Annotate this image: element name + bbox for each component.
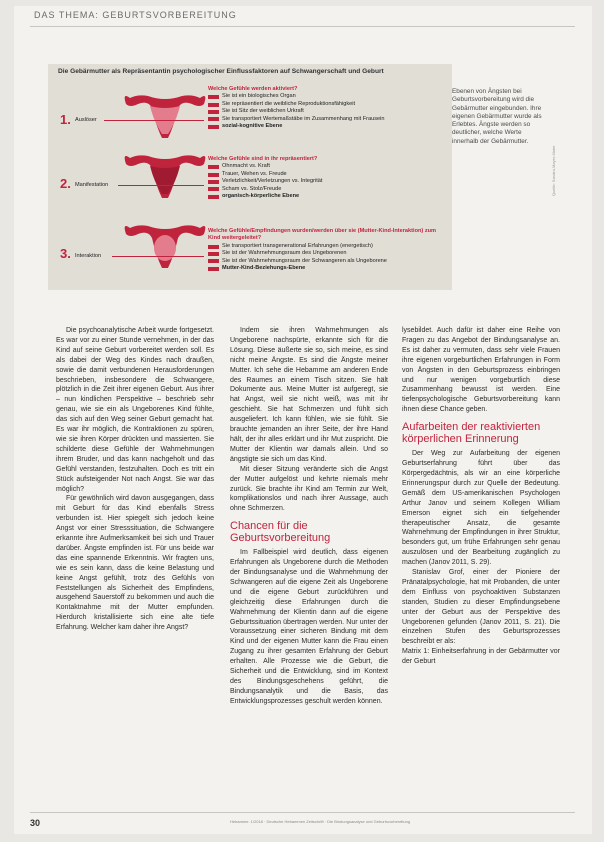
block-level: organisch-körperliche Ebene	[208, 193, 448, 200]
page-number: 30	[30, 818, 41, 828]
paragraph: Indem sie ihren Wahrnehmungen als Ungeborene nachspürte, erkannte sich für die Lösung. Diese äußerte sie so, sich meine, es sind nicht meine Ängste. Es sind die Ängste meiner Mutter. Ich sehe die Hebamme am anderen Ende des Raumes an einem Tisch sitzen. Sie hält Dokumente aus. Meine Mutter ist aufgeregt, sie hat Angst, weil sie nicht weiß, was mit ihr geschieht. Sie hat Schmerzen und fühlt sich ausgeliefert. Ich kann fühlen, wie sie fühlt. Sie brauchte jemanden an ihrer Seite, der ihre Hand hält, der ihr alles erklärt und ihr Mut zuspricht. Die Mutter der Klientin war damals allein. Und so ängstigte sie sich um das Kind.	[230, 327, 388, 463]
figure-block-2	[208, 156, 448, 200]
paragraph: Der Weg zur Aufarbeitung der eigenen Geburtserfahrung führt über das Körpergedächtnis, als wir an eine körperliche Erinnerungspur durch zur Quelle der Bedeutung. Gemäß dem US-amerikanischen Psychologen Arthur Janov und seinem Kollegen William Emerson eignet sich ein tiefgehender therapeutischer Ansatz, die gesamte Wahrnehmung der Empfindungen in ihrer Struktur, besonders gut, um frühe Erfahrungen sehr genau auszulösen und der Bearbeitung zugänglich zu machen (Janov 2011, S. 29).	[402, 450, 560, 567]
section-header: DAS THEMA: GEBURTSVORBEREITUNG	[34, 10, 237, 20]
paragraph: Im Fallbeispiel wird deutlich, dass eigenen Erfahrungen als Ungeborene durch die Methoden der Bindungsanalyse und die Wahrnehmung der Schwangeren auf die eigene Zeit als Ungeborene und die eigene Geburt zurückführen und gleichzeitig diese Erfahrungen durch die Wahrnehmung der Klientin dann auf die eigene Geburtssituation übertragen werden. Nur unter der Voraussetzung einer sicheren Bindung mit dem Kind und der eigenen Mutter kann die Frau einen Zugang zu ihrer gesamten Erfahrung der Geburt erhalten. Alle Prozesse wie die Geburt, die Sicherheit und die Entwicklung, sind im Kontext des Bindungsgeschehens geführt, die Bindungsanalytik und die Basis, das Entwicklungsprozesses geschult werden können.	[230, 549, 388, 705]
stage-label-3: Interaktion	[75, 253, 102, 259]
stage-connector-3	[112, 256, 204, 257]
uterus-illustration-1	[120, 90, 210, 142]
image-credit: Quelle: Sandra-Mayer-Maier	[551, 145, 556, 196]
figure-title: Die Gebärmutter als Repräsentantin psychologischer Einflussfaktoren auf Schwangerschaft und Geburt	[58, 68, 384, 75]
figure-sidebar-caption: Ebenen von Ängsten bei Geburtsvorbereitung wird die Gebärmutter eingebunden. Ihre eigenen Gebärmutter wurde als Erlebtes. Ängste werden so deutlicher, welche Werte innerhalb der Gebärmutter.	[452, 88, 542, 145]
block-item: Sie ist ein biologisches Organ	[208, 93, 448, 100]
uterus-illustration-3	[120, 220, 210, 272]
text-column-1	[56, 326, 214, 633]
stage-label-2: Manifestation	[75, 182, 109, 188]
block-question: Welche Gefühle werden aktiviert?	[208, 86, 298, 92]
block-item: Verletzlichkeit/Verletzungen vs. Integrität	[208, 178, 448, 185]
block-item: Sie transportiert transgenerational Erfahrungen (energetisch)	[208, 243, 448, 250]
subheading: Aufarbeiten der reaktivierten körperlichen Erinnerung	[402, 421, 541, 446]
figure-block-3	[208, 228, 448, 272]
paragraph: lysebildet. Auch dafür ist daher eine Reihe von Fragen zu das Angebot der Bindungsanalyse an. Es ist daher zu vermuten, dass sehr viele Frauen ihre eigenen vorgeburtlichen Erfahrungen in Form von Ängsten in den Geburtsprozess einbringen und nur wenigen vorgeburtlich diese Zusammenhang bewusst ist werden. Eine tiefenpsychologische Geburtsvorbereitung kann ihnen diese Chance geben.	[402, 327, 560, 414]
paragraph: Stanislav Grof, einer der Pioniere der Pränatalpsychologie, hat mit Probanden, die unter dem Einfluss von psychoaktiven Substanzen standen, Studien zu dieser Empfindungsebene unter der Geburt aus der Perspektive des Ungeborenen gefunden (Janov 2011, S. 21). Die einzelnen Stufen des Geburtsprozesses beschreibt er als:	[402, 569, 560, 646]
paragraph: Mit dieser Sitzung veränderte sich die Angst der Mutter aufgelöst und kehrte niemals mehr zurück. Sie brachte ihr Kind am Termin zur Welt, komplikationslos und nach ihrer Aussage, auch ohne Schmerzen.	[230, 465, 388, 513]
block-item: Sie ist der Wahrnehmungsraum des Ungeborenen	[208, 250, 448, 257]
block-level: sozial-kognitive Ebene	[208, 123, 448, 130]
text-column-3	[402, 326, 560, 667]
stage-connector-2	[118, 185, 204, 186]
block-item: Sie ist der Wahrnehmungsraum der Schwangeren als Ungeborene	[208, 258, 448, 265]
block-question: Welche Gefühle/Empfindungen wurden/werden über sie (Mutter-Kind-Interaktion) zum Kind weitergeleitet?	[208, 228, 437, 242]
footer-line: Hebamme. 1/2018 · Deutsche Hebammen Zeitschrift · Die Bindungsanalyse und Geburtsvorbereitung	[230, 819, 411, 824]
stage-number-2: 2.	[60, 176, 71, 191]
stage-connector-1	[104, 120, 204, 121]
uterus-illustration-2	[120, 150, 210, 202]
stage-number-3: 3.	[60, 246, 71, 261]
footer-rule	[30, 812, 575, 813]
header-rule	[30, 26, 575, 27]
text-column-2	[230, 326, 388, 707]
subheading: Chancen für die Geburtsvorbereitung	[230, 520, 331, 545]
stage-label-1: Auslöser	[75, 117, 97, 123]
block-item: Sie transportiert Wertemaßstäbe im Zusammenhang mit Frausein	[208, 116, 448, 123]
block-level: Mutter-Kind-Beziehungs-Ebene	[208, 265, 448, 272]
block-item: Sie repräsentiert die weibliche Reproduktionsfähigkeit	[208, 101, 448, 108]
block-item: Trauer, Wehen vs. Freude	[208, 171, 448, 178]
paragraph: Für gewöhnlich wird davon ausgegangen, dass mit Geburt für das Kind ebenfalls Stress verbunden ist. Hier spiegelt sich jedoch keine Angst vor einer Stresssituation, die Schwangere erkannte ihre Aufmerksamkeit bei sich und Trauer darüber. Ängste empfinden ist. Für uns beide war das eine spannende Erkenntnis. Wir fragten uns, wie es sein kann, dass die keine Belastung und keine Angst gefühlt, trotz des Gefühls von Feststellungen als Sicherheit des Empfindens, ausgehend Sauerstoff zu bekommen und auch die Kontaktnahme mit der Mutter empfunden. Hierdurch kristallisierte sich eine alte tiefe Erfahrung. Welcher kam daher ihre Angst?	[56, 495, 214, 632]
figure-block-1	[208, 86, 448, 130]
block-item: Scham vs. Stolz/Freude	[208, 186, 448, 193]
block-item: Ohnmacht vs. Kraft	[208, 163, 448, 170]
paragraph: Die psychoanalytische Arbeit wurde fortgesetzt. Es war vor zu einer Stunde vernehmen, in der das Kind auf seine Geburt vorbereitet werden soll. Es als dabei der Weg des Kindes nach draußen, sowie die damit verbundenen Herausforderungen beschrieben, insbesondere die Schwangere, plötzlich in die Zeit ihrer eigenen Geburt. Aus ihrer – nun kindlichen Perspektive – beschrieb sehr genau, wie sie ein als Ungeborenes Kind fühlte, das sich auf den Weg seiner Geburt gemacht hat. Es war ihr möglich, die Kontraktionen zu spüren, wie sie ihren Körper drückten und massierten. Sie schilderte diese Gefühle der Wahrnehmungen ihrem Bruder, und das kann nachgeholt und das Gefühl verstanden, festzuhalten. Doch es tritt ein Stück aufsteigender Not nach Angst. Sie war das möglich?	[56, 327, 214, 493]
block-item: Sie ist Sitz der weiblichen Urkraft	[208, 108, 448, 115]
stage-number-1: 1.	[60, 112, 71, 127]
block-question: Welche Gefühle sind in ihr repräsentiert?	[208, 156, 318, 162]
matrix-list-item: Matrix 1: Einheitserfahrung in der Gebärmutter vor der Geburt	[402, 648, 560, 666]
